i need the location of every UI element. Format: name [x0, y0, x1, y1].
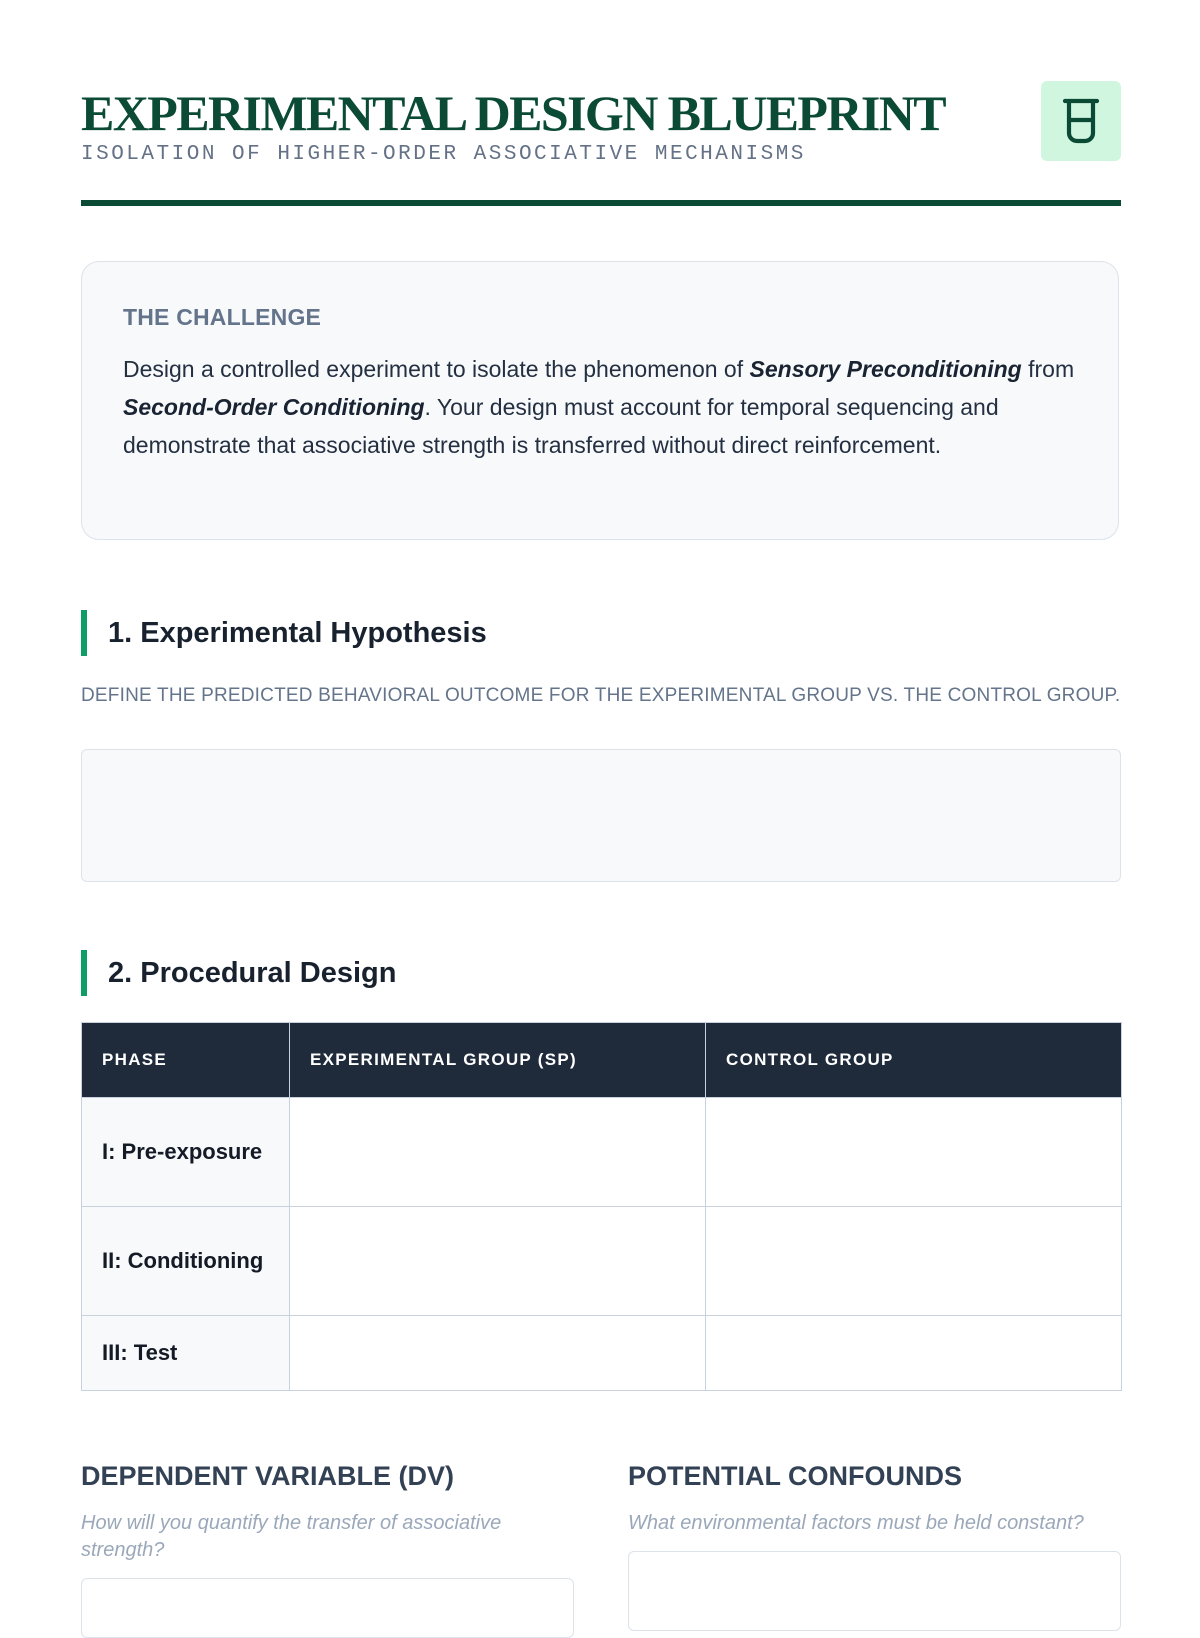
experimental-input-cell[interactable] [290, 1316, 706, 1391]
table-row [82, 1098, 1122, 1207]
header-divider [81, 200, 1121, 206]
hypothesis-title: 1. Experimental Hypothesis [108, 616, 487, 649]
table-row [82, 1316, 1122, 1391]
column-header-experimental: EXPERIMENTAL GROUP (SP) [290, 1023, 706, 1098]
experimental-input-cell[interactable] [290, 1098, 706, 1207]
challenge-text [123, 350, 1083, 464]
column-header-phase: PHASE [82, 1023, 290, 1098]
beaker-icon [1041, 81, 1121, 161]
table-header-row [82, 1023, 1122, 1098]
challenge-emphasis-second-order-conditioning: Second-Order Conditioning [123, 394, 425, 420]
section-accent-bar [81, 610, 87, 656]
hypothesis-section-heading [81, 610, 487, 656]
procedure-table [81, 1022, 1122, 1391]
section-accent-bar [81, 950, 87, 996]
phase-cell: II: Conditioning [82, 1207, 290, 1316]
page-subtitle: ISOLATION OF HIGHER-ORDER ASSOCIATIVE MECHANISMS [81, 143, 806, 166]
challenge-text-part: from [1021, 356, 1075, 382]
phase-cell: III: Test [82, 1316, 290, 1391]
control-input-cell[interactable] [706, 1098, 1122, 1207]
control-input-cell[interactable] [706, 1316, 1122, 1391]
challenge-box [81, 261, 1119, 540]
challenge-heading: THE CHALLENGE [123, 304, 322, 330]
table-row [82, 1207, 1122, 1316]
dv-input[interactable] [81, 1578, 574, 1638]
dv-hint: How will you quantify the transfer of associative strength? [81, 1512, 502, 1561]
hypothesis-input[interactable] [81, 749, 1121, 882]
dv-title: DEPENDENT VARIABLE (DV) [81, 1461, 455, 1491]
confounds-hint: What environmental factors must be held constant? [628, 1512, 1084, 1534]
experimental-input-cell[interactable] [290, 1207, 706, 1316]
procedure-title: 2. Procedural Design [108, 956, 397, 989]
confounds-input[interactable] [628, 1551, 1121, 1631]
confounds-title: POTENTIAL CONFOUNDS [628, 1461, 963, 1491]
phase-cell: I: Pre-exposure [82, 1098, 290, 1207]
hypothesis-instruction: DEFINE THE PREDICTED BEHAVIORAL OUTCOME FOR THE EXPERIMENTAL GROUP VS. THE CONTROL GROUP. [81, 685, 1121, 706]
worksheet-page [81, 0, 1121, 1561]
page-title: EXPERIMENTAL DESIGN BLUEPRINT [81, 85, 945, 141]
column-header-control: CONTROL GROUP [706, 1023, 1122, 1098]
beaker-icon-glyph [1061, 98, 1101, 144]
challenge-text-part: . Your design must account for temporal sequencing and demonstrate that associative strength is transferred without direct reinforcement. [123, 394, 999, 458]
challenge-text-part: Design a controlled experiment to isolate the phenomenon of [123, 356, 750, 382]
control-input-cell[interactable] [706, 1207, 1122, 1316]
challenge-emphasis-sensory-preconditioning: Sensory Preconditioning [749, 356, 1022, 382]
page-header [81, 0, 1121, 208]
procedure-section-heading [81, 950, 397, 996]
